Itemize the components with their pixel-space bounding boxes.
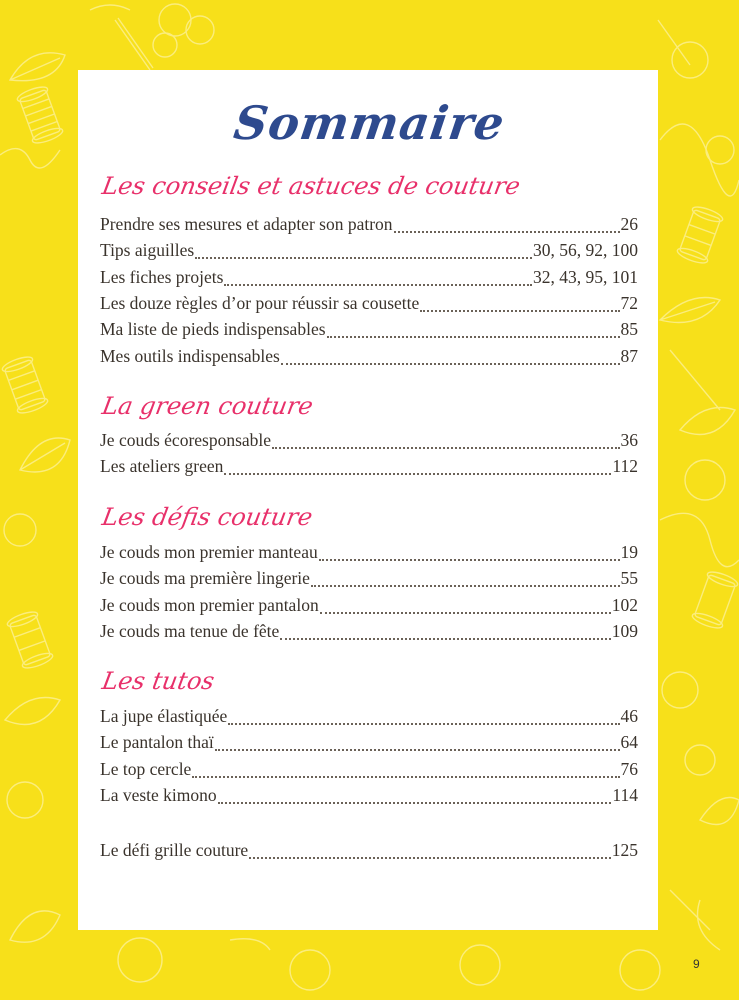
section-heading-green: La green couture: [100, 392, 316, 420]
entry-pages: 102: [611, 595, 638, 615]
entry-label: Les douze règles d’or pour réussir sa cousette: [100, 293, 420, 313]
entry-pages: 32, 43, 95, 101: [533, 267, 638, 287]
entry-pages: 109: [611, 621, 638, 641]
entry-pages: 36: [620, 430, 638, 450]
dot-leader: [272, 447, 619, 449]
thread-icon: [698, 900, 721, 950]
dot-leader: [215, 749, 620, 751]
entry-label: Je couds ma tenue de fête: [100, 621, 280, 641]
dot-leader: [249, 857, 611, 859]
section-heading-defis: Les défis couture: [100, 503, 315, 531]
entry-pages: 26: [620, 214, 638, 234]
toc-entry[interactable]: [100, 542, 638, 566]
section-heading-conseils: Les conseils et astuces de couture: [100, 172, 523, 200]
entry-pages: 114: [612, 785, 638, 805]
toc-entry[interactable]: [100, 785, 638, 809]
toc-entry[interactable]: [100, 430, 638, 454]
entry-label: Tips aiguilles: [100, 240, 195, 260]
dot-leader: [218, 802, 612, 804]
thread-spool-icon: [691, 569, 739, 631]
page-number: 9: [693, 957, 700, 971]
entry-pages: 112: [612, 456, 638, 476]
entry-pages: 46: [620, 706, 638, 726]
entry-label: Je couds mon premier manteau: [100, 542, 318, 562]
entry-pages: 30, 56, 92, 100: [533, 240, 638, 260]
entry-label: La jupe élastiquée: [100, 706, 228, 726]
entry-label: Je couds écoresponsable: [100, 430, 272, 450]
entry-pages: 19: [620, 542, 638, 562]
dot-leader: [319, 559, 620, 561]
thread-icon: [0, 149, 60, 168]
dot-leader: [224, 473, 611, 475]
dot-leader: [420, 310, 619, 312]
toc-entry[interactable]: [100, 293, 638, 317]
entry-label: Les ateliers green: [100, 456, 224, 476]
toc-entry[interactable]: [100, 240, 638, 264]
toc-entry[interactable]: [100, 319, 638, 343]
entry-label: Je couds mon premier pantalon: [100, 595, 319, 615]
entry-label: Les fiches projets: [100, 267, 224, 287]
section-heading-tutos: Les tutos: [100, 667, 217, 695]
toc-entry[interactable]: [100, 706, 638, 730]
thread-icon: [660, 513, 739, 566]
entry-pages: 64: [620, 732, 638, 752]
dot-leader: [311, 585, 620, 587]
toc-entry[interactable]: [100, 568, 638, 592]
dot-leader: [320, 612, 611, 614]
thread-spool-icon: [676, 204, 725, 266]
thread-icon: [230, 939, 270, 950]
entry-label: La veste kimono: [100, 785, 217, 805]
entry-pages: 76: [620, 759, 638, 779]
toc-entry[interactable]: [100, 759, 638, 783]
toc-entry[interactable]: [100, 346, 638, 370]
dot-leader: [327, 336, 620, 338]
entry-label: Mes outils indispensables: [100, 346, 280, 366]
dot-leader: [224, 284, 532, 286]
entry-label: Prendre ses mesures et adapter son patron: [100, 214, 393, 234]
entry-label: Je couds ma première lingerie: [100, 568, 310, 588]
entry-label: Ma liste de pieds indispensables: [100, 319, 326, 339]
thread-spool-icon: [6, 609, 55, 671]
dot-leader: [280, 638, 610, 640]
dot-leader: [281, 363, 620, 365]
toc-entry-defi-grille[interactable]: [100, 840, 638, 864]
page-title: Sommaire: [230, 96, 509, 150]
dot-leader: [228, 723, 619, 725]
dot-leader: [394, 231, 620, 233]
toc-entry[interactable]: [100, 621, 638, 645]
toc-entry[interactable]: [100, 456, 638, 480]
thread-spool-icon: [1, 354, 50, 416]
toc-entry[interactable]: [100, 214, 638, 238]
entry-pages: 87: [620, 346, 638, 366]
entry-label: Le top cercle: [100, 759, 192, 779]
entry-label: Le pantalon thaï: [100, 732, 214, 752]
thread-icon: [90, 5, 130, 10]
entry-pages: 72: [620, 293, 638, 313]
entry-pages: 85: [620, 319, 638, 339]
entry-label: Le défi grille couture: [100, 840, 249, 860]
toc-entry[interactable]: [100, 595, 638, 619]
toc-entry[interactable]: [100, 732, 638, 756]
entry-pages: 125: [611, 840, 638, 860]
toc-entry[interactable]: [100, 267, 638, 291]
dot-leader: [192, 776, 619, 778]
dot-leader: [195, 257, 532, 259]
entry-pages: 55: [620, 568, 638, 588]
